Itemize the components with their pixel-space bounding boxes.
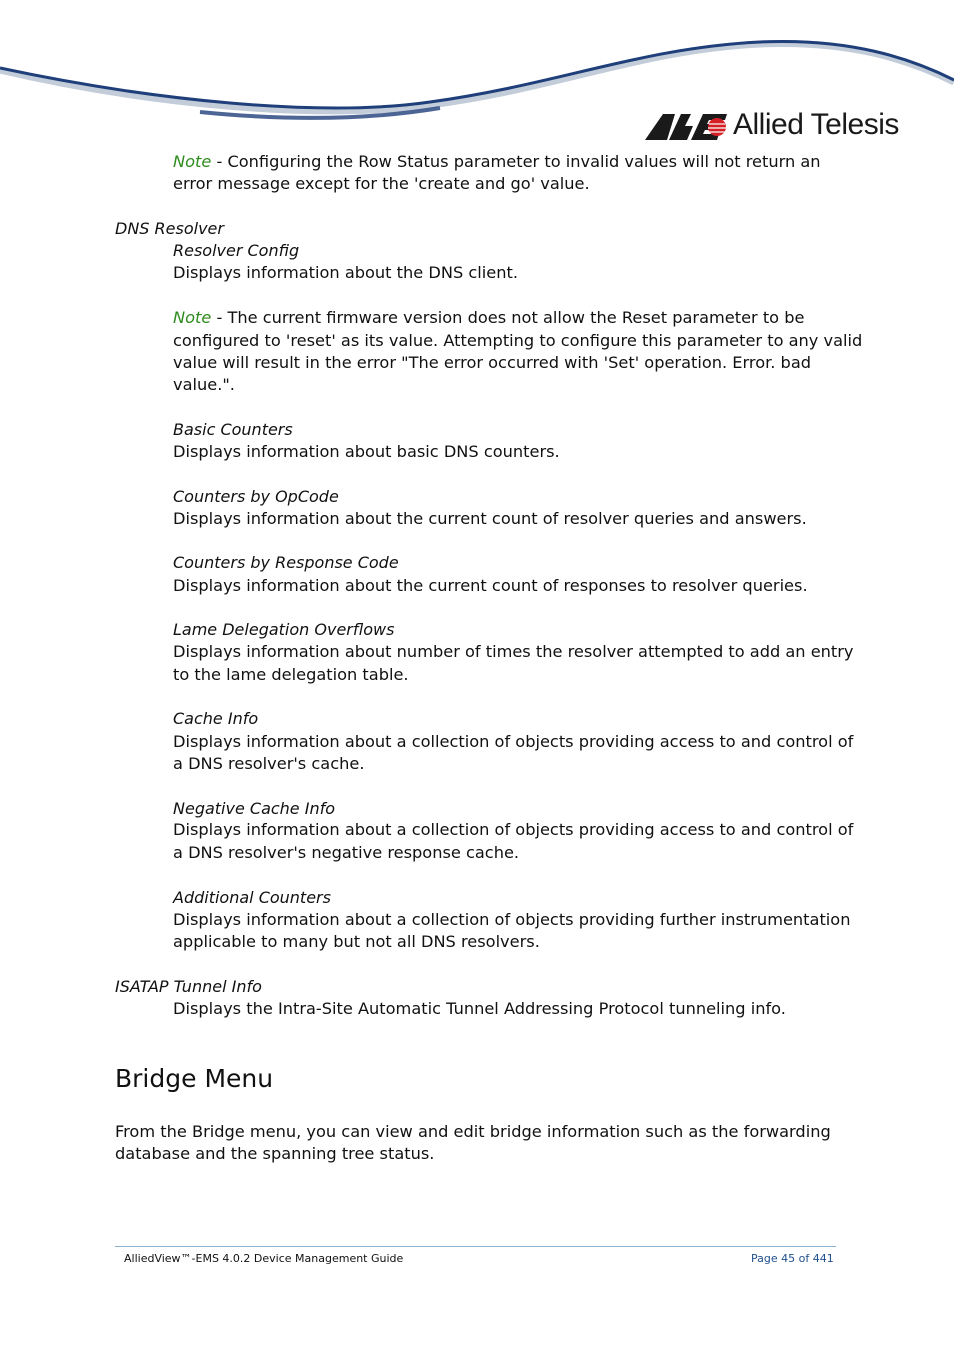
bridge-menu-heading: Bridge Menu [115,1064,274,1093]
basic-counters-title: Basic Counters [173,420,293,439]
brand-name: Allied Telesis [733,108,899,141]
cache-info-desc-line2: a DNS resolver's cache. [173,754,365,773]
counters-opcode-desc: Displays information about the current count of resolver queries and answers. [173,509,807,528]
negative-cache-desc-line1: Displays information about a collection of objects providing access to and control of [173,820,854,839]
note-reset-line4: value.". [173,375,235,394]
isatap-heading: ISATAP Tunnel Info [115,977,262,996]
resolver-config-title: Resolver Config [173,241,300,260]
resolver-config-desc: Displays information about the DNS client. [173,263,518,282]
lame-delegation-title: Lame Delegation Overflows [173,620,395,639]
note-label: Note [173,308,212,327]
footer-page-number: Page 45 of 441 [751,1252,834,1265]
additional-counters-desc-line2: applicable to many but not all DNS resolvers. [173,932,540,951]
counters-opcode-title: Counters by OpCode [173,487,339,506]
allied-telesis-logo [645,108,905,148]
bridge-intro-line2: database and the spanning tree status. [115,1144,435,1163]
cache-info-desc-line1: Displays information about a collection of objects providing access to and control of [173,732,854,751]
lame-delegation-desc-line1: Displays information about number of times the resolver attempted to add an entry [173,642,854,661]
logo-mark-icon [645,114,729,140]
counters-response-desc: Displays information about the current count of responses to resolver queries. [173,576,808,595]
counters-response-title: Counters by Response Code [173,553,399,572]
negative-cache-desc-line2: a DNS resolver's negative response cache. [173,843,520,862]
note-row-status-line1: Note - Configuring the Row Status parameter to invalid values will not return an [173,152,821,171]
bridge-intro-line1: From the Bridge menu, you can view and edit bridge information such as the forwarding [115,1122,831,1141]
dns-resolver-heading: DNS Resolver [115,219,224,238]
note-row-status-line2: error message except for the 'create and go' value. [173,174,590,193]
basic-counters-desc: Displays information about basic DNS counters. [173,442,560,461]
isatap-desc: Displays the Intra-Site Automatic Tunnel Addressing Protocol tunneling info. [173,999,786,1018]
additional-counters-title: Additional Counters [173,888,331,907]
note-reset-line2: configured to 'reset' as its value. Attempting to configure this parameter to any valid [173,331,863,350]
lame-delegation-desc-line2: to the lame delegation table. [173,665,409,684]
note-reset-line1: Note - The current firmware version does not allow the Reset parameter to be [173,308,805,327]
note-label: Note [173,152,212,171]
cache-info-title: Cache Info [173,709,259,728]
footer-doc-title: AlliedView™-EMS 4.0.2 Device Management Guide [124,1252,404,1265]
note-reset-line3: value will result in the error "The error occurred with 'Set' operation. Error. bad [173,353,812,372]
additional-counters-desc-line1: Displays information about a collection of objects providing further instrumentation [173,910,851,929]
negative-cache-title: Negative Cache Info [173,799,336,818]
footer-divider [115,1246,836,1247]
